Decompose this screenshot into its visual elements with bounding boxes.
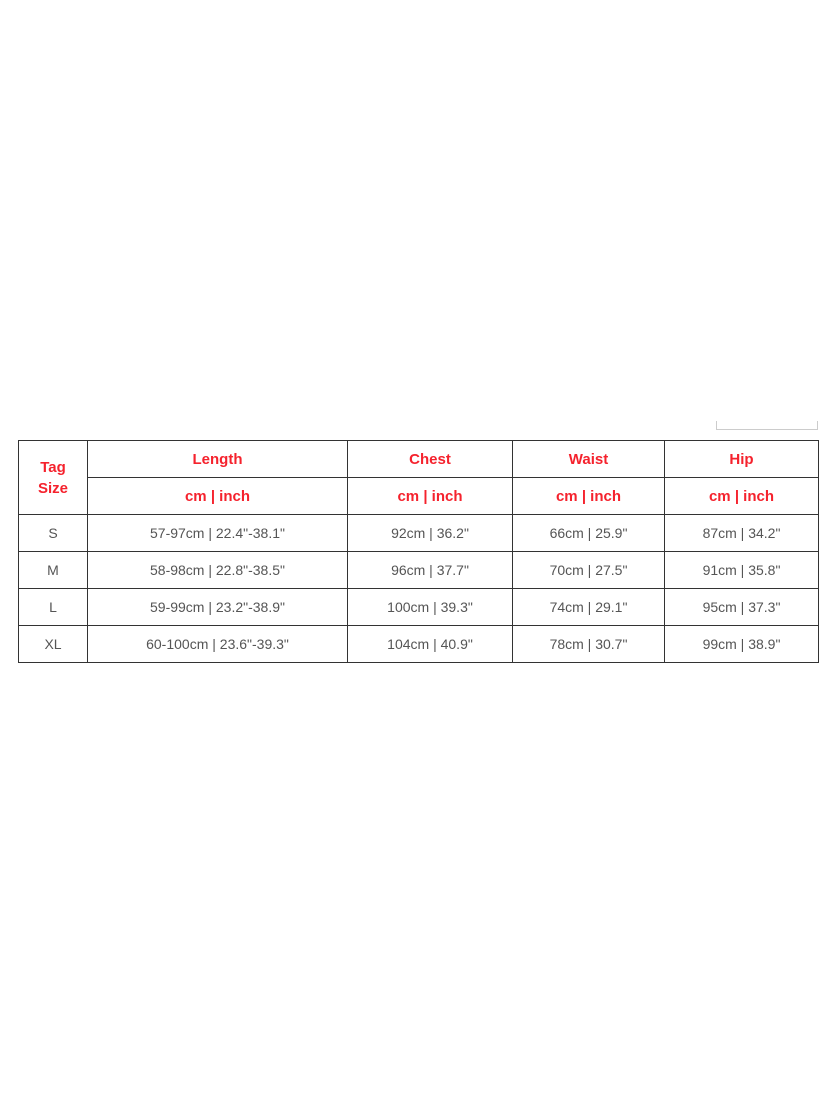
chest-cell: 96cm | 37.7" [348, 552, 513, 589]
size-cell: S [19, 515, 88, 552]
chest-cell: 92cm | 36.2" [348, 515, 513, 552]
length-cell: 58-98cm | 22.8"-38.5" [88, 552, 348, 589]
waist-cell: 74cm | 29.1" [513, 589, 665, 626]
hip-cell: 99cm | 38.9" [665, 626, 819, 663]
size-chart-body [19, 515, 819, 663]
tag-size-header [19, 441, 88, 515]
size-chart-table [18, 440, 819, 663]
hip-cell: 95cm | 37.3" [665, 589, 819, 626]
waist-cell: 66cm | 25.9" [513, 515, 665, 552]
column-header-waist: Waist [513, 441, 665, 478]
length-cell: 59-99cm | 23.2"-38.9" [88, 589, 348, 626]
tag-size-line2: Size [37, 479, 68, 497]
waist-cell: 70cm | 27.5" [513, 552, 665, 589]
unit-header-length: cm | inch [88, 478, 348, 515]
table-row-s [19, 515, 819, 552]
tag-size-line1: Tag [40, 458, 66, 476]
table-row-m [19, 552, 819, 589]
column-header-length: Length [88, 441, 348, 478]
length-cell: 60-100cm | 23.6"-39.3" [88, 626, 348, 663]
size-cell: XL [19, 626, 88, 663]
length-cell: 57-97cm | 22.4"-38.1" [88, 515, 348, 552]
unit-header-chest: cm | inch [348, 478, 513, 515]
table-row-xl [19, 626, 819, 663]
size-chart-header [19, 441, 819, 515]
unit-header-hip: cm | inch [665, 478, 819, 515]
unit-header-row [19, 478, 819, 515]
column-header-row [19, 441, 819, 478]
unit-header-waist: cm | inch [513, 478, 665, 515]
chest-cell: 104cm | 40.9" [348, 626, 513, 663]
hip-cell: 87cm | 34.2" [665, 515, 819, 552]
column-header-hip: Hip [665, 441, 819, 478]
waist-cell: 78cm | 30.7" [513, 626, 665, 663]
column-header-chest: Chest [348, 441, 513, 478]
size-cell: M [19, 552, 88, 589]
table-row-l [19, 589, 819, 626]
chest-cell: 100cm | 39.3" [348, 589, 513, 626]
partial-box-outline [716, 421, 818, 430]
hip-cell: 91cm | 35.8" [665, 552, 819, 589]
size-cell: L [19, 589, 88, 626]
